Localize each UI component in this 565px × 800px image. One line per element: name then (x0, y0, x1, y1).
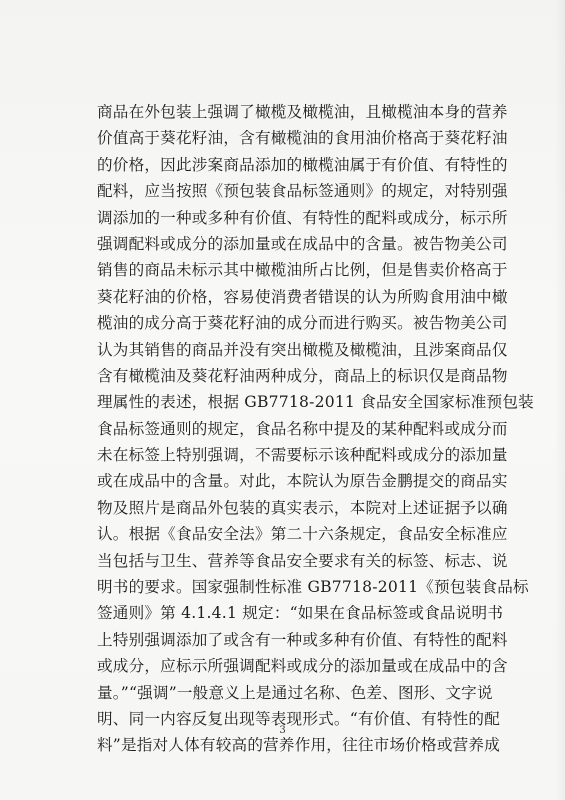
text-line: 明书的要求。国家强制性标准 GB7718-2011《预包装食品标 (97, 578, 529, 597)
text-line: 商品在外包装上强调了橄榄及橄榄油，且橄榄油本身的营养 (97, 103, 508, 121)
text-line: 签通则》第 4.1.4.1 规定：“如果在食品标签或食品说明书 (97, 604, 504, 623)
text-line: 配料，应当按照《预包装食品标签通则》的规定，对特别强 (97, 182, 508, 201)
text-line: 未在标签上特别强调，不需要标示该种配料或成分的添加量 (97, 446, 508, 465)
text-line: 物及照片是商品外包装的真实表示，本院对上述证据予以确 (97, 498, 508, 517)
text-line: 的价格，因此涉案商品添加的橄榄油属于有价值、有特性的 (97, 155, 508, 174)
scan-edge-shadow (555, 0, 565, 800)
text-line: 料”是指对人体有较高的营养作用，往往市场价格或营养成 (97, 736, 501, 755)
text-line: 当包括与卫生、营养等食品安全要求有关的标签、标志、说 (97, 551, 508, 570)
text-line: 榄油的成分高于葵花籽油的成分而进行购买。被告物美公司 (97, 314, 508, 333)
text-line: 销售的商品未标示其中橄榄油所占比例，但是售卖价格高于 (97, 261, 508, 280)
text-line: 量。”“强调”一般意义上是通过名称、色差、图形、文字说 (97, 683, 493, 702)
text-line: 含有橄榄油及葵花籽油两种成分，商品上的标识仅是商品物 (97, 366, 508, 385)
body-text (97, 99, 534, 759)
text-line: 调添加的一种或多种有价值、有特性的配料或成分，标示所 (97, 208, 508, 227)
text-line: 强调配料或成分的添加量或在成品中的含量。被告物美公司 (97, 234, 508, 253)
text-line: 认为其销售的商品并没有突出橄榄及橄榄油，且涉案商品仅 (97, 340, 508, 359)
text-line: 或在成品中的含量。对此，本院认为原告金鹏提交的商品实 (97, 472, 508, 491)
text-line: 食品标签通则的规定，食品名称中提及的某种配料或成分而 (97, 419, 508, 438)
text-line: 明、同一内容反复出现等表现形式。“有价值、有特性的配 (97, 709, 501, 728)
text-line: 或成分，应标示所强调配料或成分的添加量或在成品中的含 (97, 657, 508, 676)
page-number: 3 (279, 725, 286, 736)
text-line: 认。根据《食品安全法》第二十六条规定，食品安全标准应 (97, 525, 508, 544)
text-line: 上特别强调添加了或含有一种或多种有价值、有特性的配料 (97, 630, 508, 649)
text-line: 价值高于葵花籽油，含有橄榄油的食用油价格高于葵花籽油 (97, 129, 508, 148)
text-line: 理属性的表述，根据 GB7718-2011 食品安全国家标准预包装 (97, 393, 534, 412)
text-line: 葵花籽油的价格，容易使消费者错误的认为所购食用油中橄 (97, 287, 508, 306)
